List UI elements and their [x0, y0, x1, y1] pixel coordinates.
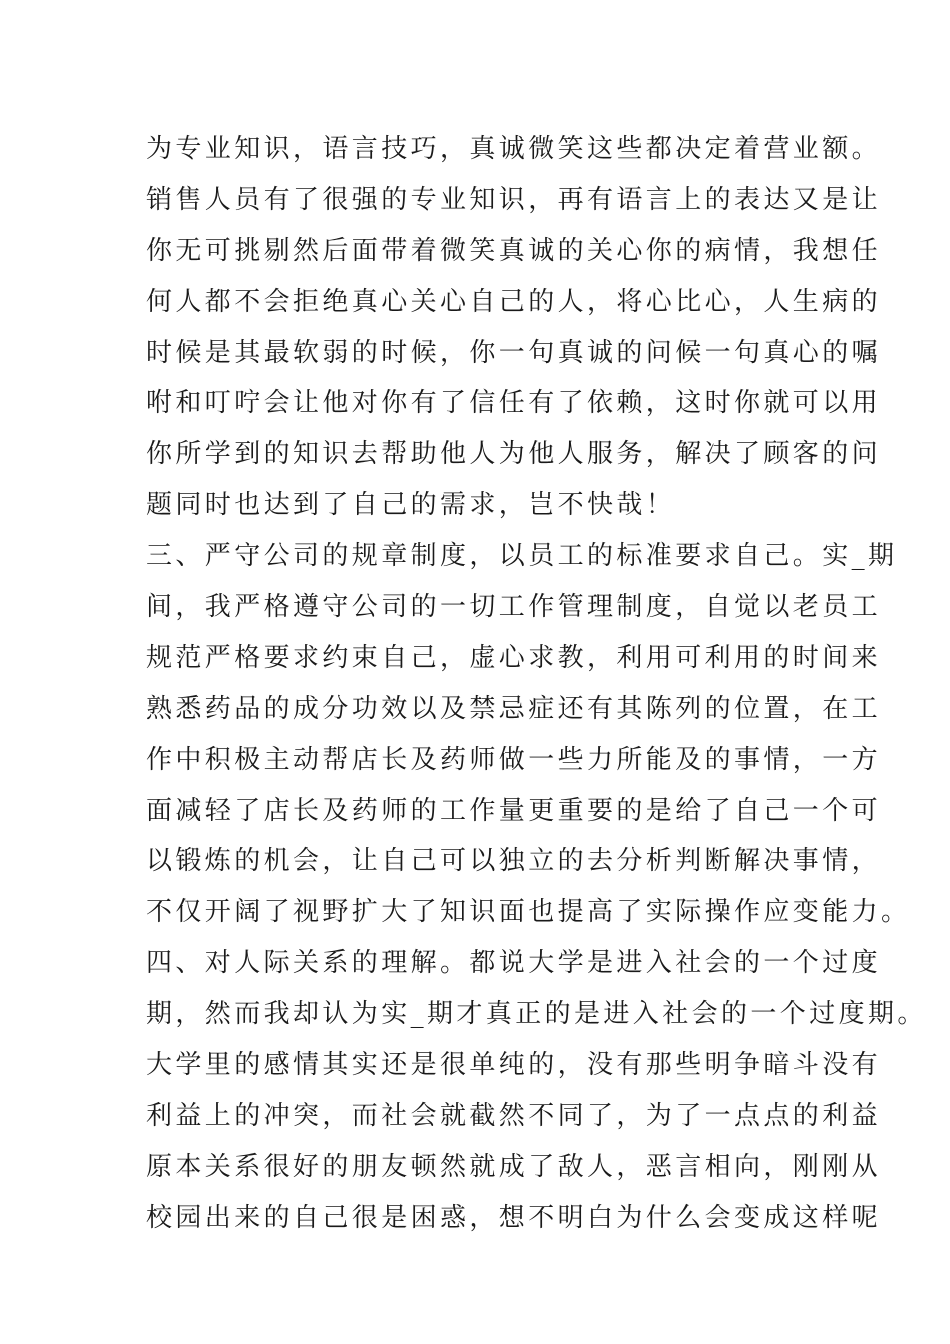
- text-line: 校园出来的自己很是困惑，想不明白为什么会变成这样呢: [146, 1202, 882, 1233]
- text-line: 不仅开阔了视野扩大了知识面也提高了实际操作应变能力。: [146, 897, 911, 928]
- text-line: 何人都不会拒绝真心关心自己的人，将心比心，人生病的: [146, 286, 882, 317]
- text-line: 原本关系很好的朋友顿然就成了敌人，恶言相向，刚刚从: [146, 1151, 882, 1182]
- text-line: 销售人员有了很强的专业知识，再有语言上的表达又是让: [146, 184, 882, 215]
- text-line: 你所学到的知识去帮助他人为他人服务，解决了顾客的问: [146, 439, 882, 470]
- text-line: 利益上的冲突，而社会就截然不同了，为了一点点的利益: [146, 1100, 882, 1131]
- text-line: 大学里的感情其实还是很单纯的，没有那些明争暗斗没有: [146, 1050, 882, 1081]
- text-line: 咐和叮咛会让他对你有了信任有了依赖，这时你就可以用: [146, 388, 882, 419]
- text-line: 为专业知识，语言技巧，真诚微笑这些都决定着营业额。: [146, 134, 882, 164]
- text-line: 时候是其最软弱的时候，你一句真诚的问候一句真心的嘱: [146, 337, 882, 368]
- text-line: 期，然而我却认为实_期才真正的是进入社会的一个过度期。: [146, 999, 927, 1030]
- text-line: 题同时也达到了自己的需求，岂不快哉！: [146, 490, 676, 521]
- text-line: 面减轻了店长及药师的工作量更重要的是给了自己一个可: [146, 795, 882, 826]
- body-text: [146, 124, 927, 1244]
- text-line: 熟悉药品的成分功效以及禁忌症还有其陈列的位置，在工: [146, 693, 882, 724]
- text-line: 以锻炼的机会，让自己可以独立的去分析判断解决事情，: [146, 846, 882, 877]
- text-line: 间，我严格遵守公司的一切工作管理制度，自觉以老员工: [146, 592, 882, 623]
- text-line: 规范严格要求约束自己，虚心求教，利用可利用的时间来: [146, 642, 882, 673]
- section-heading-line: 四、对人际关系的理解。都说大学是进入社会的一个过度: [146, 948, 882, 979]
- section-heading-line: 三、严守公司的规章制度，以员工的标准要求自己。实_期: [146, 541, 898, 572]
- text-line: 作中积极主动帮店长及药师做一些力所能及的事情，一方: [146, 744, 882, 775]
- text-line: 你无可挑剔然后面带着微笑真诚的关心你的病情，我想任: [146, 235, 882, 266]
